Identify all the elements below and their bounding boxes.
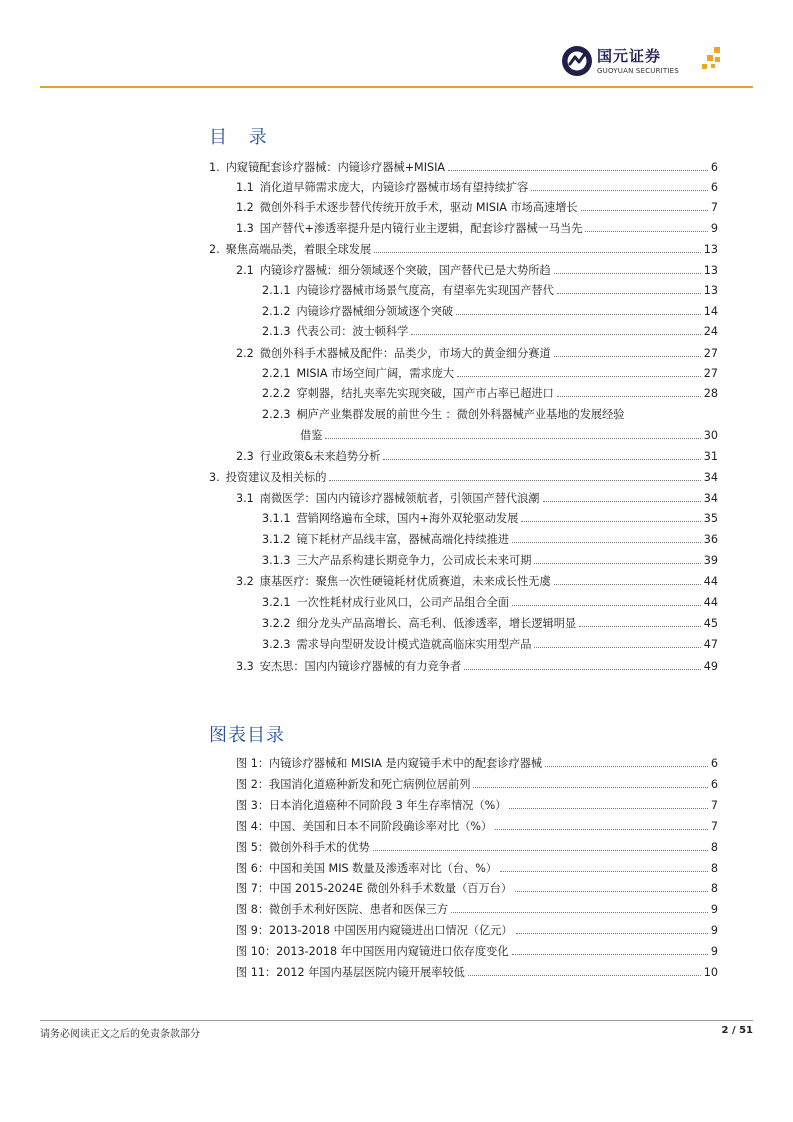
toc-leader-dots: [521, 521, 700, 522]
logo-accent-squares-icon: [700, 47, 722, 71]
logo-english-name: GUOYUAN SECURITIES: [597, 67, 679, 75]
toc-leader-dots: [464, 669, 701, 670]
toc-entry-page: 27: [703, 367, 718, 380]
toc-entry[interactable]: [262, 511, 718, 527]
toc-entry-number: 2.2: [236, 347, 254, 360]
toc-entry-number: 3.1.3: [262, 554, 291, 567]
toc-entry-label: 三大产品系构建长期竞争力，公司成长未来可期: [296, 554, 532, 567]
figure-entry-page: 7: [710, 798, 718, 812]
toc-entry-number: 1.2: [236, 201, 254, 214]
toc-entry-label: MISIA 市场空间广阔，需求庞大: [296, 367, 455, 380]
toc-leader-dots: [411, 334, 700, 335]
toc-entry-page: 27: [703, 347, 718, 360]
figure-entry-page: 9: [710, 903, 718, 917]
toc-entry-number: 1.3: [236, 222, 254, 235]
figure-entry-page: 6: [710, 757, 718, 770]
figure-leader-dots: [515, 891, 708, 892]
company-logo: [561, 45, 721, 79]
logo-chinese-name: 国元证券: [597, 47, 662, 65]
guoyuan-logo-icon: [561, 45, 593, 77]
toc-entry-page: 34: [703, 492, 718, 505]
figure-entry-label: 图 9：2013-2018 中国医用内窥镜进出口情况（亿元）: [236, 924, 513, 938]
toc-entry-page: 34: [703, 471, 718, 484]
toc-leader-dots: [557, 293, 701, 294]
figure-entry-page: 8: [710, 840, 718, 854]
toc-entry-label: 投资建议及相关标的: [225, 471, 327, 484]
figure-entry[interactable]: [236, 777, 718, 793]
toc-entry-number: 2.1.1: [262, 284, 291, 297]
page-header: [0, 0, 793, 90]
toc-entry-number: 3.: [209, 471, 220, 484]
toc-entry[interactable]: [262, 283, 718, 299]
figure-entry-page: 9: [710, 924, 718, 938]
toc-entry-label: 南微医学：国内内镜诊疗器械领航者，引领国产替代浪潮: [259, 492, 540, 505]
toc-entry-page: 39: [703, 554, 718, 567]
toc-entry[interactable]: [262, 616, 718, 632]
toc-leader-dots: [531, 190, 708, 191]
toc-entry-continuation[interactable]: [300, 428, 718, 444]
figure-entry-page: 8: [710, 882, 718, 896]
toc-entry-number: 3.1: [236, 492, 254, 505]
toc-leader-dots: [579, 626, 701, 627]
figure-entry[interactable]: [236, 756, 718, 772]
toc-entry-number: 2.2.3: [262, 408, 291, 421]
figure-leader-dots: [500, 871, 708, 872]
toc-entry-number: 3.2.2: [262, 617, 291, 630]
toc-entry-label: 康基医疗：聚焦一次性硬镜耗材优质赛道，未来成长性无虞: [259, 575, 551, 588]
toc-leader-dots: [512, 605, 701, 606]
figure-entry-label: 图 1：内镜诊疗器械和 MISIA 是内窥镜手术中的配套诊疗器械: [236, 757, 543, 770]
toc-entry-number: 2.2.1: [262, 367, 291, 380]
toc-entry-label: 细分龙头产品高增长、高毛利、低渗透率，增长逻辑明显: [296, 617, 577, 630]
toc-entry-number: 3.3: [236, 660, 254, 673]
figure-entry-label: 图 2：我国消化道癌种新发和死亡病例位居前列: [236, 777, 471, 791]
toc-leader-dots: [534, 647, 700, 648]
toc-entry-page: 49: [703, 660, 718, 673]
figure-leader-dots: [509, 808, 707, 809]
toc-entry[interactable]: [236, 221, 718, 237]
toc-entry-label: 聚焦高端品类，着眼全球发展: [225, 243, 372, 256]
toc-entry[interactable]: [236, 574, 718, 590]
figure-entry-label: 图 6：中国和美国 MIS 数量及渗透率对比（台、%）: [236, 861, 498, 875]
toc-entry-page: 13: [703, 243, 718, 256]
toc-entry-label: 微创外科手术器械及配件：品类少，市场大的黄金细分赛道: [259, 347, 551, 360]
figure-entry-page: 8: [710, 861, 718, 875]
figure-entry-label: 图 11：2012 年国内基层医院内镜开展率较低: [236, 966, 465, 979]
toc-leader-dots: [554, 273, 701, 274]
toc-entry-number: 3.2: [236, 575, 254, 588]
toc-entry-label: 消化道早筛需求庞大，内镜诊疗器械市场有望持续扩容: [259, 181, 529, 194]
toc-leader-dots: [374, 252, 701, 253]
toc-entry-label: 镜下耗材产品线丰富，器械高端化持续推进: [296, 533, 510, 546]
toc-entry[interactable]: [209, 160, 718, 176]
figure-entry-page: 10: [703, 966, 718, 979]
figure-entry-label: 图 10：2013-2018 年中国医用内窥镜进口依存度变化: [236, 945, 509, 959]
toc-entry-page: 13: [703, 284, 718, 297]
toc-entry-page: 28: [703, 387, 718, 400]
figure-entry-label: 图 5：微创外科手术的优势: [236, 840, 370, 854]
toc-entry-label: 一次性耗材成行业风口，公司产品组合全面: [296, 596, 510, 609]
toc-entry-label: 内镜诊疗器械：细分领域逐个突破，国产替代已是大势所趋: [259, 264, 551, 277]
toc-entry-page: 35: [703, 512, 718, 525]
figure-entry[interactable]: [236, 798, 718, 814]
toc-entry[interactable]: [262, 532, 718, 548]
figure-entry[interactable]: [236, 965, 718, 981]
toc-entry-label-continued: 借鉴: [300, 429, 323, 442]
toc-leader-dots: [383, 459, 700, 460]
toc-entry-label: 微创外科手术逐步替代传统开放手术，驱动 MISIA 市场高速增长: [259, 201, 578, 214]
figure-entry-label: 图 8：微创手术利好医院、患者和医保三方: [236, 903, 449, 917]
toc-entry-label: 营销网络遍布全球，国内+海外双轮驱动发展: [296, 512, 519, 525]
toc-entry-label: 内镜诊疗器械市场景气度高，有望率先实现国产替代: [296, 284, 554, 297]
toc-entry[interactable]: [262, 637, 718, 653]
toc-leader-dots: [557, 396, 701, 397]
toc-entry-number: 3.1.2: [262, 533, 291, 546]
figures-toc-title: 图表目录: [209, 725, 285, 746]
toc-entry-page: 14: [703, 305, 718, 318]
toc-entry-number: 3.1.1: [262, 512, 291, 525]
toc-leader-dots: [554, 356, 701, 357]
toc-leader-dots: [456, 314, 701, 315]
toc-entry[interactable]: [262, 407, 718, 423]
figure-leader-dots: [473, 787, 707, 788]
toc-entry-page: 6: [710, 181, 718, 194]
toc-entry[interactable]: [236, 263, 718, 279]
toc-entry[interactable]: [262, 324, 718, 340]
toc-entry-number: 2.1.2: [262, 305, 291, 318]
figure-entry-label: 图 4：中国、美国和日本不同阶段确诊率对比（%）: [236, 819, 493, 833]
toc-entry[interactable]: [262, 595, 718, 611]
figure-leader-dots: [512, 954, 708, 955]
figure-entry-page: 9: [710, 945, 718, 959]
toc-entry-label: 桐庐产业集群发展的前世今生 ：微创外科器械产业基地的发展经验: [296, 408, 625, 421]
figure-leader-dots: [495, 829, 708, 830]
toc-entry-page: 6: [710, 161, 718, 174]
toc-entry-label: 需求导向型研发设计模式造就高临床实用型产品: [296, 638, 532, 651]
toc-entry-page: 47: [703, 638, 718, 651]
figure-leader-dots: [451, 912, 708, 913]
toc-leader-dots: [554, 584, 701, 585]
figure-leader-dots: [468, 975, 701, 976]
toc-entry-page: 7: [710, 201, 718, 214]
toc-leader-dots: [581, 210, 708, 211]
toc-entry[interactable]: [209, 242, 718, 258]
figure-leader-dots: [373, 850, 708, 851]
figure-entry-label: 图 3：日本消化道癌种不同阶段 3 年生存率情况（%）: [236, 798, 507, 812]
toc-leader-dots: [325, 438, 700, 439]
toc-entry[interactable]: [236, 659, 718, 675]
toc-entry-number: 3.2.3: [262, 638, 291, 651]
toc-entry[interactable]: [236, 491, 718, 507]
footer-disclaimer: 请务必阅读正文之后的免责条款部分: [40, 1029, 200, 1040]
toc-entry-label: 穿刺器，结扎夹率先实现突破，国产市占率已超进口: [296, 387, 554, 400]
figure-leader-dots: [545, 766, 708, 767]
footer-divider: [40, 1020, 753, 1021]
figure-entry[interactable]: [236, 944, 718, 960]
toc-leader-dots: [512, 542, 701, 543]
toc-entry[interactable]: [262, 366, 718, 382]
toc-entry[interactable]: [236, 346, 718, 362]
figure-entry[interactable]: [236, 861, 718, 877]
toc-entry-number: 2.: [209, 243, 220, 256]
toc-entry-label: 内镜诊疗器械细分领域逐个突破: [296, 305, 454, 318]
figure-entry[interactable]: [236, 881, 718, 897]
toc-entry-label: 内窥镜配套诊疗器械：内镜诊疗器械+MISIA: [225, 161, 446, 174]
toc-entry-page: 44: [703, 596, 718, 609]
toc-entry[interactable]: [236, 449, 718, 465]
toc-entry[interactable]: [236, 180, 718, 196]
toc-entry-page: 9: [710, 222, 718, 235]
figure-entry-page: 7: [710, 819, 718, 833]
header-divider: [40, 86, 753, 88]
toc-entry-label: 行业政策&未来趋势分析: [259, 450, 381, 463]
figure-entry-page: 6: [710, 777, 718, 791]
toc-entry-page: 13: [703, 264, 718, 277]
toc-title: 目 录: [209, 127, 275, 148]
toc-entry-page: 31: [703, 450, 718, 463]
figure-entry[interactable]: [236, 923, 718, 939]
toc-entry-number: 2.2.2: [262, 387, 291, 400]
toc-leader-dots: [543, 501, 701, 502]
page-indicator: 2 / 51: [721, 1025, 753, 1036]
toc-entry-page: 45: [703, 617, 718, 630]
toc-entry-number: 1.: [209, 161, 220, 174]
toc-entry-number: 2.1: [236, 264, 254, 277]
figure-entry[interactable]: [236, 840, 718, 856]
toc-leader-dots: [585, 231, 707, 232]
toc-entry-number: 1.1: [236, 181, 254, 194]
toc-entry-page: 36: [703, 533, 718, 546]
figure-entry-label: 图 7：中国 2015-2024E 微创外科手术数量（百万台）: [236, 882, 513, 896]
toc-leader-dots: [448, 170, 708, 171]
toc-entry[interactable]: [209, 470, 718, 486]
toc-leader-dots: [329, 480, 700, 481]
toc-entry[interactable]: [262, 304, 718, 320]
toc-entry[interactable]: [262, 553, 718, 569]
toc-entry-label: 安杰思：国内内镜诊疗器械的有力竞争者: [259, 660, 462, 673]
toc-leader-dots: [457, 376, 701, 377]
toc-entry-number: 2.3: [236, 450, 254, 463]
figure-leader-dots: [516, 933, 708, 934]
toc-entry-page: 30: [703, 429, 718, 442]
toc-entry-label: 国产替代+渗透率提升是内镜行业主逻辑，配套诊疗器械一马当先: [259, 222, 583, 235]
toc-entry-page: 44: [703, 575, 718, 588]
figure-entry[interactable]: [236, 902, 718, 918]
toc-entry-label: 代表公司：波士顿科学: [296, 325, 409, 338]
toc-entry-number: 3.2.1: [262, 596, 291, 609]
toc-entry-page: 24: [703, 325, 718, 338]
toc-entry[interactable]: [236, 200, 718, 216]
toc-leader-dots: [534, 563, 700, 564]
figure-entry[interactable]: [236, 819, 718, 835]
toc-entry[interactable]: [262, 386, 718, 402]
toc-entry-number: 2.1.3: [262, 325, 291, 338]
